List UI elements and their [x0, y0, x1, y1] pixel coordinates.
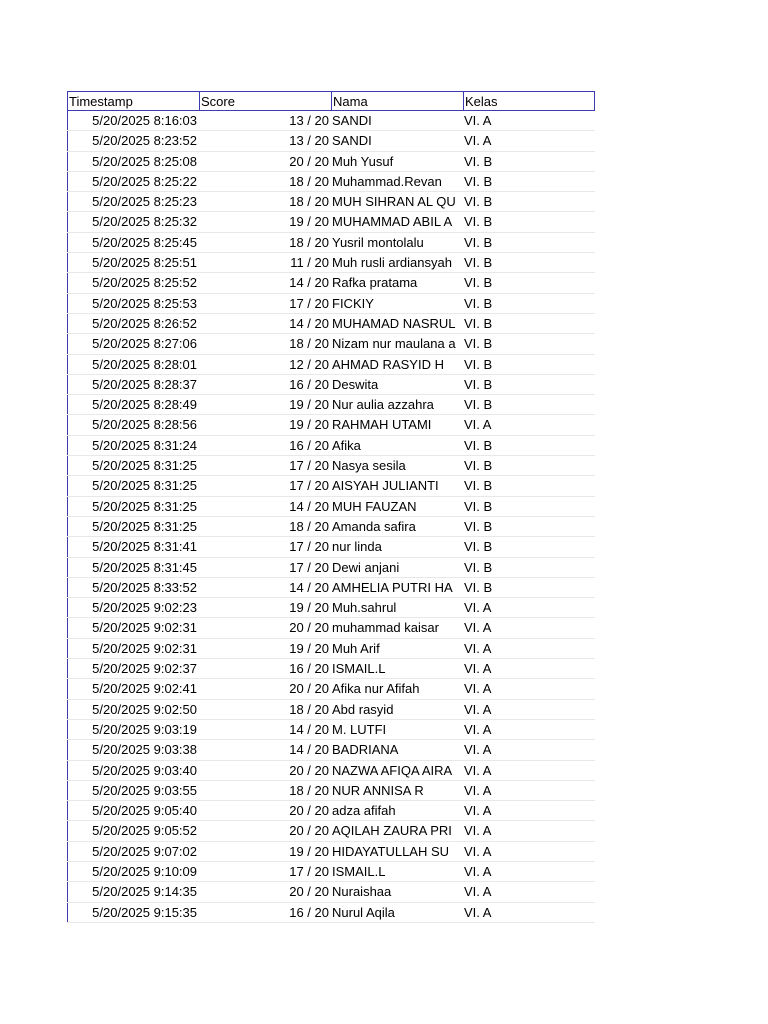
cell-kelas[interactable]: VI. A	[464, 113, 492, 128]
cell-nama[interactable]: M. LUTFI	[332, 721, 387, 737]
table-body	[67, 111, 595, 923]
cell-kelas[interactable]: VI. A	[464, 904, 492, 920]
table-row	[67, 172, 595, 192]
cell-timestamp[interactable]: 5/20/2025 9:02:31	[67, 639, 199, 658]
cell-kelas[interactable]: VI. A	[464, 681, 492, 697]
cell-kelas[interactable]: VI. B	[464, 214, 493, 230]
table-row	[67, 679, 595, 699]
table-row	[67, 537, 595, 557]
table-row	[67, 415, 595, 435]
cell-kelas[interactable]: VI. B	[464, 397, 493, 413]
cell-score[interactable]: 14 / 20	[289, 742, 329, 758]
cell-timestamp[interactable]: 5/20/2025 9:02:23	[67, 598, 199, 617]
table-row	[67, 436, 595, 456]
table-row	[67, 821, 595, 841]
cell-timestamp[interactable]: 5/20/2025 8:27:06	[67, 334, 199, 353]
cell-score[interactable]: 17 / 20	[289, 539, 329, 555]
cell-nama[interactable]: Muhammad.Revan	[332, 173, 442, 189]
cell-score[interactable]: 14 / 20	[289, 721, 329, 737]
table-row	[67, 152, 595, 172]
cell-timestamp[interactable]: 5/20/2025 9:14:35	[67, 882, 199, 901]
cell-nama[interactable]: AHMAD RASYID H	[332, 356, 444, 372]
cell-score[interactable]: 16 / 20	[289, 376, 329, 392]
cell-nama[interactable]: Nizam nur maulana a	[332, 336, 456, 352]
cell-timestamp[interactable]: 5/20/2025 8:31:24	[67, 436, 199, 455]
cell-kelas[interactable]: VI. A	[464, 863, 492, 879]
cell-kelas[interactable]: VI. B	[464, 295, 493, 311]
table-row	[67, 375, 595, 395]
table-row	[67, 355, 595, 375]
cell-score[interactable]: 19 / 20	[289, 600, 329, 616]
cell-timestamp[interactable]: 5/20/2025 9:03:19	[67, 720, 199, 739]
cell-score[interactable]: 17 / 20	[289, 295, 329, 311]
cell-nama[interactable]: Afika nur Afifah	[332, 681, 420, 697]
cell-kelas[interactable]: VI. A	[464, 803, 492, 819]
cell-score[interactable]: 20 / 20	[289, 762, 329, 778]
cell-kelas[interactable]: VI. A	[464, 721, 492, 737]
cell-nama[interactable]: BADRIANA	[332, 742, 399, 758]
cell-timestamp[interactable]: 5/20/2025 9:02:41	[67, 679, 199, 698]
cell-kelas[interactable]: VI. A	[464, 884, 492, 900]
cell-score[interactable]: 20 / 20	[289, 884, 329, 900]
cell-kelas[interactable]: VI. B	[464, 518, 493, 534]
cell-kelas[interactable]: VI. B	[464, 255, 493, 271]
cell-kelas[interactable]: VI. B	[464, 194, 493, 210]
cell-nama[interactable]: Rafka pratama	[332, 275, 418, 291]
table-row	[67, 801, 595, 821]
cell-nama[interactable]: NAZWA AFIQA AIRA	[332, 762, 453, 778]
cell-score[interactable]: 18 / 20	[289, 518, 329, 534]
cell-score[interactable]: 20 / 20	[289, 823, 329, 839]
cell-timestamp[interactable]: 5/20/2025 8:31:25	[67, 476, 199, 495]
cell-score[interactable]: 20 / 20	[289, 620, 329, 636]
cell-timestamp[interactable]: 5/20/2025 8:25:08	[67, 152, 199, 171]
cell-nama[interactable]: Muh.sahrul	[332, 600, 397, 616]
cell-nama[interactable]: adza afifah	[332, 803, 396, 819]
cell-timestamp[interactable]: 5/20/2025 9:07:02	[67, 842, 199, 861]
cell-score[interactable]: 19 / 20	[289, 417, 329, 433]
table-row	[67, 517, 595, 537]
cell-score[interactable]: 20 / 20	[289, 681, 329, 697]
cell-kelas[interactable]: VI. B	[464, 336, 493, 352]
table-row	[67, 111, 595, 131]
cell-score[interactable]: 17 / 20	[289, 559, 329, 575]
cell-nama[interactable]: SANDI	[332, 133, 372, 149]
cell-nama[interactable]: NUR ANNISA R	[332, 782, 424, 798]
table-row	[67, 334, 595, 354]
cell-nama[interactable]: ISMAIL.L	[332, 863, 386, 879]
cell-nama[interactable]: Nasya sesila	[332, 458, 406, 474]
cell-kelas[interactable]: VI. A	[464, 823, 492, 839]
cell-timestamp[interactable]: 5/20/2025 8:31:25	[67, 497, 199, 516]
table-row	[67, 233, 595, 253]
table-row	[67, 497, 595, 517]
cell-timestamp[interactable]: 5/20/2025 8:16:03	[67, 111, 199, 130]
cell-nama[interactable]: Amanda safira	[332, 518, 416, 534]
cell-kelas[interactable]: VI. B	[464, 173, 493, 189]
cell-score[interactable]: 18 / 20	[289, 194, 329, 210]
cell-timestamp[interactable]: 5/20/2025 8:28:49	[67, 395, 199, 414]
cell-kelas[interactable]: VI. A	[464, 782, 492, 798]
cell-timestamp[interactable]: 5/20/2025 9:02:37	[67, 659, 199, 678]
cell-score[interactable]: 18 / 20	[289, 701, 329, 717]
cell-timestamp[interactable]: 5/20/2025 9:03:55	[67, 781, 199, 800]
cell-kelas[interactable]: VI. B	[464, 153, 493, 169]
cell-score[interactable]: 20 / 20	[289, 803, 329, 819]
cell-kelas[interactable]: VI. B	[464, 458, 493, 474]
cell-timestamp[interactable]: 5/20/2025 8:28:01	[67, 355, 199, 374]
spreadsheet-table	[67, 91, 595, 923]
cell-score[interactable]: 13 / 20	[289, 113, 329, 128]
cell-kelas[interactable]: VI. B	[464, 234, 493, 250]
table-row	[67, 476, 595, 496]
cell-timestamp[interactable]: 5/20/2025 8:25:51	[67, 253, 199, 272]
cell-timestamp[interactable]: 5/20/2025 9:15:35	[67, 903, 199, 922]
table-row	[67, 700, 595, 720]
cell-kelas[interactable]: VI. A	[464, 843, 492, 859]
cell-nama[interactable]: Afika	[332, 437, 361, 453]
cell-kelas[interactable]: VI. A	[464, 620, 492, 636]
cell-kelas[interactable]: VI. A	[464, 701, 492, 717]
cell-timestamp[interactable]: 5/20/2025 9:02:50	[67, 700, 199, 719]
cell-score[interactable]: 14 / 20	[289, 498, 329, 514]
header-timestamp[interactable]: Timestamp	[67, 92, 199, 110]
cell-timestamp[interactable]: 5/20/2025 8:31:41	[67, 537, 199, 556]
cell-score[interactable]: 19 / 20	[289, 397, 329, 413]
cell-score[interactable]: 20 / 20	[289, 153, 329, 169]
cell-nama[interactable]: HIDAYATULLAH SU	[332, 843, 450, 859]
table-row	[67, 273, 595, 293]
cell-nama[interactable]: ISMAIL.L	[332, 661, 386, 677]
table-row	[67, 395, 595, 415]
cell-nama[interactable]: Muh rusli ardiansyah	[332, 255, 452, 271]
table-row	[67, 903, 595, 923]
cell-nama[interactable]: Nurul Aqila	[332, 904, 395, 920]
cell-score[interactable]: 18 / 20	[289, 336, 329, 352]
cell-score[interactable]: 14 / 20	[289, 579, 329, 595]
cell-score[interactable]: 17 / 20	[289, 863, 329, 879]
cell-timestamp[interactable]: 5/20/2025 8:25:53	[67, 294, 199, 313]
cell-kelas[interactable]: VI. A	[464, 742, 492, 758]
cell-kelas[interactable]: VI. A	[464, 762, 492, 778]
cell-score[interactable]: 18 / 20	[289, 234, 329, 250]
cell-timestamp[interactable]: 5/20/2025 8:28:56	[67, 415, 199, 434]
cell-nama[interactable]: AMHELIA PUTRI HA	[332, 579, 453, 595]
cell-timestamp[interactable]: 5/20/2025 9:03:40	[67, 761, 199, 780]
cell-timestamp[interactable]: 5/20/2025 8:31:25	[67, 517, 199, 536]
table-row	[67, 253, 595, 273]
cell-score[interactable]: 11 / 20	[290, 255, 329, 271]
cell-timestamp[interactable]: 5/20/2025 9:03:38	[67, 740, 199, 759]
table-row	[67, 192, 595, 212]
cell-nama[interactable]: RAHMAH UTAMI	[332, 417, 432, 433]
cell-kelas[interactable]: VI. A	[464, 640, 492, 656]
header-nama[interactable]: Nama	[331, 92, 463, 110]
table-row	[67, 456, 595, 476]
cell-kelas[interactable]: VI. B	[464, 315, 493, 331]
cell-score[interactable]: 13 / 20	[289, 133, 329, 149]
table-row	[67, 598, 595, 618]
cell-nama[interactable]: MUH SIHRAN AL QU	[332, 194, 456, 210]
table-row	[67, 740, 595, 760]
table-row	[67, 294, 595, 314]
cell-timestamp[interactable]: 5/20/2025 8:28:37	[67, 375, 199, 394]
cell-nama[interactable]: Muh Yusuf	[332, 153, 394, 169]
cell-kelas[interactable]: VI. B	[464, 376, 493, 392]
cell-kelas[interactable]: VI. B	[464, 275, 493, 291]
cell-score[interactable]: 17 / 20	[289, 458, 329, 474]
cell-score[interactable]: 19 / 20	[289, 640, 329, 656]
table-row	[67, 862, 595, 882]
table-row	[67, 842, 595, 862]
cell-nama[interactable]: Muh Arif	[332, 640, 380, 656]
cell-nama[interactable]: MUHAMAD NASRUL	[332, 315, 456, 331]
header-kelas[interactable]: Kelas	[463, 92, 595, 110]
cell-nama[interactable]: Dewi anjani	[332, 559, 400, 575]
cell-timestamp[interactable]: 5/20/2025 8:26:52	[67, 314, 199, 333]
cell-timestamp[interactable]: 5/20/2025 9:02:31	[67, 618, 199, 637]
cell-timestamp[interactable]: 5/20/2025 8:25:22	[67, 172, 199, 191]
cell-score[interactable]: 18 / 20	[289, 782, 329, 798]
table-row	[67, 131, 595, 151]
table-row	[67, 882, 595, 902]
table-header-row	[67, 91, 595, 111]
cell-nama[interactable]: Deswita	[332, 376, 379, 392]
cell-nama[interactable]: Yusril montolalu	[332, 234, 424, 250]
cell-kelas[interactable]: VI. A	[464, 133, 492, 149]
cell-score[interactable]: 14 / 20	[289, 275, 329, 291]
table-row	[67, 781, 595, 801]
cell-score[interactable]: 12 / 20	[289, 356, 329, 372]
cell-nama[interactable]: Nur aulia azzahra	[332, 397, 434, 413]
cell-nama[interactable]: MUH FAUZAN	[332, 498, 417, 514]
table-row	[67, 639, 595, 659]
table-row	[67, 578, 595, 598]
cell-timestamp[interactable]: 5/20/2025 8:31:45	[67, 558, 199, 577]
table-row	[67, 720, 595, 740]
cell-nama[interactable]: AQILAH ZAURA PRI	[332, 823, 452, 839]
cell-kelas[interactable]: VI. B	[464, 356, 493, 372]
header-score[interactable]: Score	[199, 92, 331, 110]
cell-timestamp[interactable]: 5/20/2025 9:10:09	[67, 862, 199, 881]
cell-timestamp[interactable]: 5/20/2025 8:25:32	[67, 212, 199, 231]
cell-timestamp[interactable]: 5/20/2025 8:25:52	[67, 273, 199, 292]
cell-nama[interactable]: Nuraishaa	[332, 884, 392, 900]
cell-nama[interactable]: muhammad kaisar	[332, 620, 439, 636]
cell-nama[interactable]: Abd rasyid	[332, 701, 394, 717]
cell-kelas[interactable]: VI. A	[464, 661, 492, 677]
table-row	[67, 212, 595, 232]
cell-nama[interactable]: AISYAH JULIANTI	[332, 478, 439, 494]
cell-nama[interactable]: SANDI	[332, 113, 372, 128]
cell-timestamp[interactable]: 5/20/2025 8:33:52	[67, 578, 199, 597]
cell-kelas[interactable]: VI. B	[464, 579, 493, 595]
cell-timestamp[interactable]: 5/20/2025 8:31:25	[67, 456, 199, 475]
cell-score[interactable]: 19 / 20	[289, 843, 329, 859]
cell-kelas[interactable]: VI. A	[464, 417, 492, 433]
cell-nama[interactable]: FICKIY	[332, 295, 374, 311]
table-row	[67, 558, 595, 578]
cell-timestamp[interactable]: 5/20/2025 9:05:40	[67, 801, 199, 820]
cell-score[interactable]: 19 / 20	[289, 214, 329, 230]
cell-score[interactable]: 14 / 20	[289, 315, 329, 331]
cell-score[interactable]: 18 / 20	[289, 173, 329, 189]
cell-timestamp[interactable]: 5/20/2025 8:25:23	[67, 192, 199, 211]
table-row	[67, 314, 595, 334]
cell-kelas[interactable]: VI. B	[464, 539, 493, 555]
cell-nama[interactable]: nur linda	[332, 539, 382, 555]
cell-score[interactable]: 16 / 20	[289, 661, 329, 677]
table-row	[67, 659, 595, 679]
cell-kelas[interactable]: VI. A	[464, 600, 492, 616]
cell-score[interactable]: 16 / 20	[289, 904, 329, 920]
cell-kelas[interactable]: VI. B	[464, 498, 493, 514]
cell-nama[interactable]: MUHAMMAD ABIL A	[332, 214, 453, 230]
cell-kelas[interactable]: VI. B	[464, 437, 493, 453]
table-row	[67, 761, 595, 781]
cell-score[interactable]: 16 / 20	[289, 437, 329, 453]
cell-timestamp[interactable]: 5/20/2025 8:23:52	[67, 131, 199, 150]
cell-timestamp[interactable]: 5/20/2025 8:25:45	[67, 233, 199, 252]
cell-kelas[interactable]: VI. B	[464, 478, 493, 494]
table-row	[67, 618, 595, 638]
cell-score[interactable]: 17 / 20	[289, 478, 329, 494]
cell-timestamp[interactable]: 5/20/2025 9:05:52	[67, 821, 199, 840]
cell-kelas[interactable]: VI. B	[464, 559, 493, 575]
